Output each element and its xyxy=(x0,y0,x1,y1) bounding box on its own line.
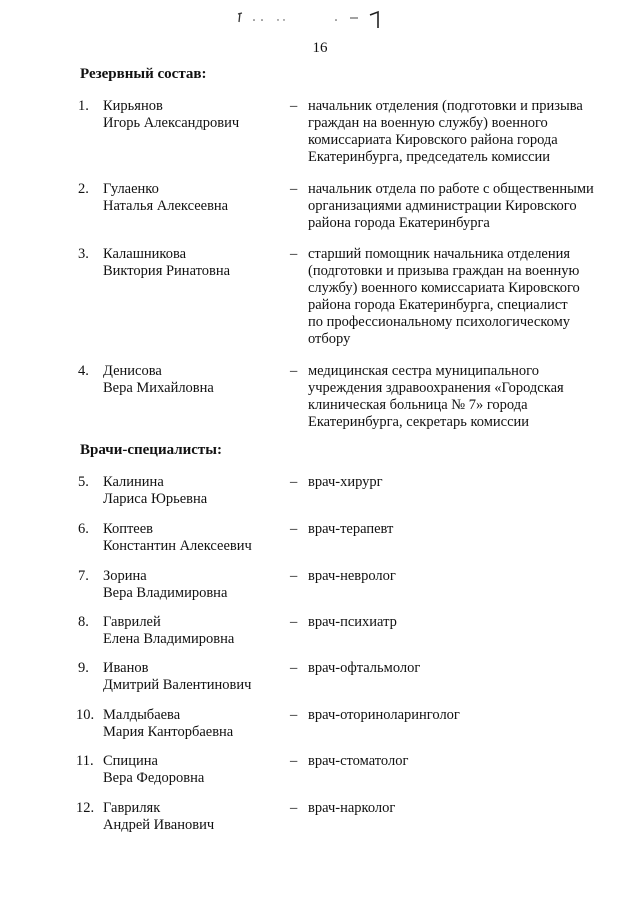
section-title-reserve: Резервный состав: xyxy=(80,66,207,82)
person-role: медицинская сестра муниципального учреждения здравоохранения «Городская клиническая больница № 7» города Екатеринбурга, секретарь комиссии xyxy=(308,363,564,430)
person-role: врач-стоматолог xyxy=(308,753,409,769)
person-name: Калинина Лариса Юрьевна xyxy=(103,474,208,507)
item-number: 9. xyxy=(78,660,89,676)
dash: – xyxy=(290,800,298,816)
dash: – xyxy=(290,363,298,379)
page-number: 16 xyxy=(312,40,328,56)
person-name: Калашникова Виктория Ринатовна xyxy=(103,246,231,279)
person-role: начальник отделения (подготовки и призыва граждан на военную службу) военного комиссариата Кировского района города Екатеринбурга, председатель комиссии xyxy=(308,98,583,165)
item-number: 1. xyxy=(78,98,89,114)
dash: – xyxy=(290,753,298,769)
person-name: Гулаенко Наталья Алексеевна xyxy=(103,181,229,214)
person-name: Денисова Вера Михайловна xyxy=(103,363,214,396)
item-number: 8. xyxy=(78,614,89,630)
scan-mark xyxy=(232,8,392,28)
dash: – xyxy=(290,181,298,197)
item-number: 6. xyxy=(78,521,89,537)
dash: – xyxy=(290,707,298,723)
person-role: врач-оториноларинголог xyxy=(308,707,460,723)
person-role: врач-терапевт xyxy=(308,521,394,537)
item-number: 4. xyxy=(78,363,89,379)
person-name: Кирьянов Игорь Александрович xyxy=(103,98,240,131)
person-name: Иванов Дмитрий Валентинович xyxy=(103,660,252,693)
person-role: старший помощник начальника отделения (подготовки и призыва граждан на военную службу) военного комиссариата Кировского района города Екатеринбурга, специалист по профессиональному психологическому отбору xyxy=(308,246,580,347)
item-number: 12. xyxy=(76,800,95,816)
dash: – xyxy=(290,521,298,537)
person-role: начальник отдела по работе с общественными организациями администрации Кировского района города Екатеринбурга xyxy=(308,181,594,231)
item-number: 5. xyxy=(78,474,89,490)
dash: – xyxy=(290,474,298,490)
item-number: 11. xyxy=(76,753,94,769)
item-number: 2. xyxy=(78,181,89,197)
person-role: врач-нарколог xyxy=(308,800,396,816)
person-role: врач-невролог xyxy=(308,568,396,584)
person-role: врач-офтальмолог xyxy=(308,660,421,676)
dash: – xyxy=(290,568,298,584)
person-name: Спицина Вера Федоровна xyxy=(103,753,205,786)
item-number: 7. xyxy=(78,568,89,584)
item-number: 10. xyxy=(76,707,95,723)
dash: – xyxy=(290,660,298,676)
dash: – xyxy=(290,614,298,630)
person-name: Зорина Вера Владимировна xyxy=(103,568,228,601)
item-number: 3. xyxy=(78,246,89,262)
person-role: врач-хирург xyxy=(308,474,383,490)
dash: – xyxy=(290,246,298,262)
person-name: Малдыбаева Мария Канторбаевна xyxy=(103,707,234,740)
section-title-specialists: Врачи-специалисты: xyxy=(80,442,223,458)
person-role: врач-психиатр xyxy=(308,614,397,630)
person-name: Коптеев Константин Алексеевич xyxy=(103,521,252,554)
dash: – xyxy=(290,98,298,114)
person-name: Гаврилей Елена Владимировна xyxy=(103,614,235,647)
person-name: Гавриляк Андрей Иванович xyxy=(103,800,215,833)
